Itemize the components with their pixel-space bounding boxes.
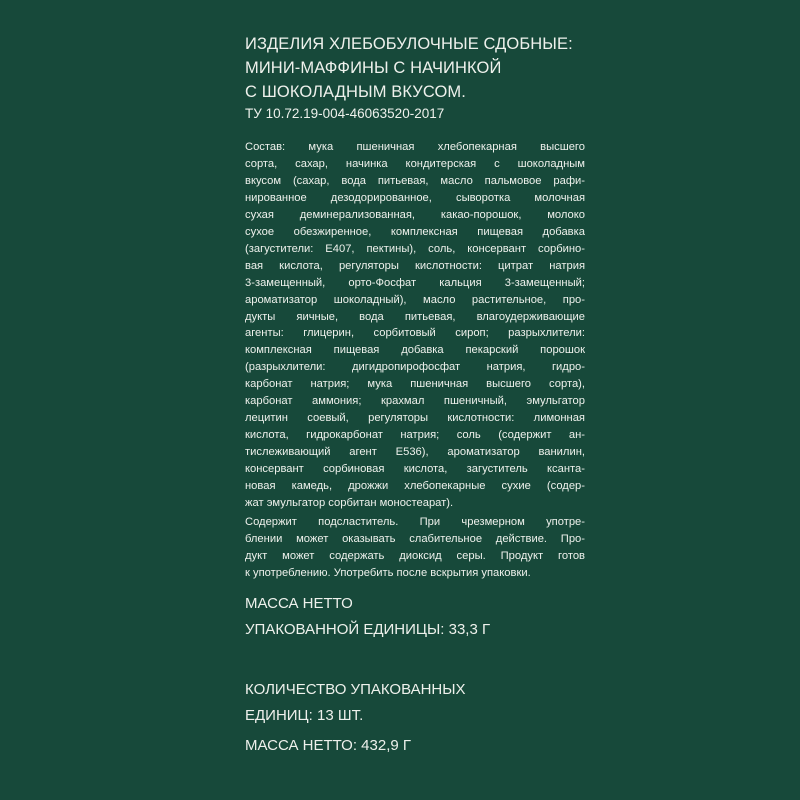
ingredients-line: вая кислота, регуляторы кислотности: цитрат натрия xyxy=(245,259,585,272)
ingredients-line: нированное дезодорированное, сыворотка молочная xyxy=(245,191,585,204)
unit-count-label: КОЛИЧЕСТВО УПАКОВАННЫХ xyxy=(245,681,466,698)
ingredients-line: кислота, гидрокарбонат натрия; соль (содержит ан- xyxy=(245,429,585,442)
ingredients-line: комплексная пищевая добавка пекарский порошок xyxy=(245,344,585,357)
ingredients-line: лецитин соевый, регуляторы кислотности: лимонная xyxy=(245,412,585,425)
ingredients-line: 3-замещенный, орто-Фосфат кальция 3-замещенный; xyxy=(245,276,585,289)
ingredients-line: ароматизатор шоколадный), масло растительное, про- xyxy=(245,293,585,306)
ingredients-line: вкусом (сахар, вода питьевая, масло пальмовое рафи- xyxy=(245,174,585,187)
warning-line: дукт может содержать диоксид серы. Продукт готов xyxy=(245,549,585,562)
ingredients-line: (разрыхлители: дигидропирофосфат натрия, гидро- xyxy=(245,361,585,374)
technical-standard: ТУ 10.72.19-004-46063520-2017 xyxy=(245,106,445,121)
product-title xyxy=(245,32,605,104)
ingredients-line: карбонат натрия; мука пшеничная высшего сорта), xyxy=(245,378,585,391)
product-title-line: С ШОКОЛАДНЫМ ВКУСОМ. xyxy=(245,83,466,101)
ingredients-text xyxy=(245,139,585,512)
ingredients-line: новая камедь, дрожжи хлебопекарные сухие (содер- xyxy=(245,480,585,493)
ingredients-line: (загустители: Е407, пектины), соль, консервант сорбино- xyxy=(245,242,585,255)
ingredients-line: сухая деминерализованная, какао-порошок, молоко xyxy=(245,208,585,221)
warning-line: Содержит подсластитель. При чрезмерном употре- xyxy=(245,516,585,528)
warning-line: к употреблению. Употребить после вскрытия упаковки. xyxy=(245,566,531,579)
product-title-line: ИЗДЕЛИЯ ХЛЕБОБУЛОЧНЫЕ СДОБНЫЕ: xyxy=(245,35,573,53)
unit-count-value: ЕДИНИЦ: 13 ШТ. xyxy=(245,707,364,724)
ingredients-line: тислеживающий агент Е536), ароматизатор ванилин, xyxy=(245,446,585,459)
ingredients-line: дукты яичные, вода питьевая, влагоудерживающие xyxy=(245,310,585,323)
warning-text xyxy=(245,514,585,582)
ingredients-line: Состав: мука пшеничная хлебопекарная высшего xyxy=(245,141,585,153)
ingredients-line: сухое обезжиренное, комплексная пищевая добавка xyxy=(245,225,585,238)
warning-line: блении может оказывать слабительное действие. Про- xyxy=(245,532,585,545)
ingredients-line: сорта, сахар, начинка кондитерская с шоколадным xyxy=(245,157,585,170)
ingredients-line: жат эмульгатор сорбитан моностеарат). xyxy=(245,497,454,510)
ingredients-line: агенты: глицерин, сорбитовый сироп; разрыхлители: xyxy=(245,327,585,340)
ingredients-line: консервант сорбиновая кислота, загуститель ксанта- xyxy=(245,463,585,476)
product-title-line: МИНИ-МАФФИНЫ С НАЧИНКОЙ xyxy=(245,59,502,77)
net-weight-unit-value: УПАКОВАННОЙ ЕДИНИЦЫ: 33,3 Г xyxy=(245,621,491,638)
ingredients-line: карбонат аммония; крахмал пшеничный, эмульгатор xyxy=(245,395,585,408)
net-weight-total: МАССА НЕТТО: 432,9 Г xyxy=(245,737,411,754)
net-weight-unit-label: МАССА НЕТТО xyxy=(245,595,353,612)
